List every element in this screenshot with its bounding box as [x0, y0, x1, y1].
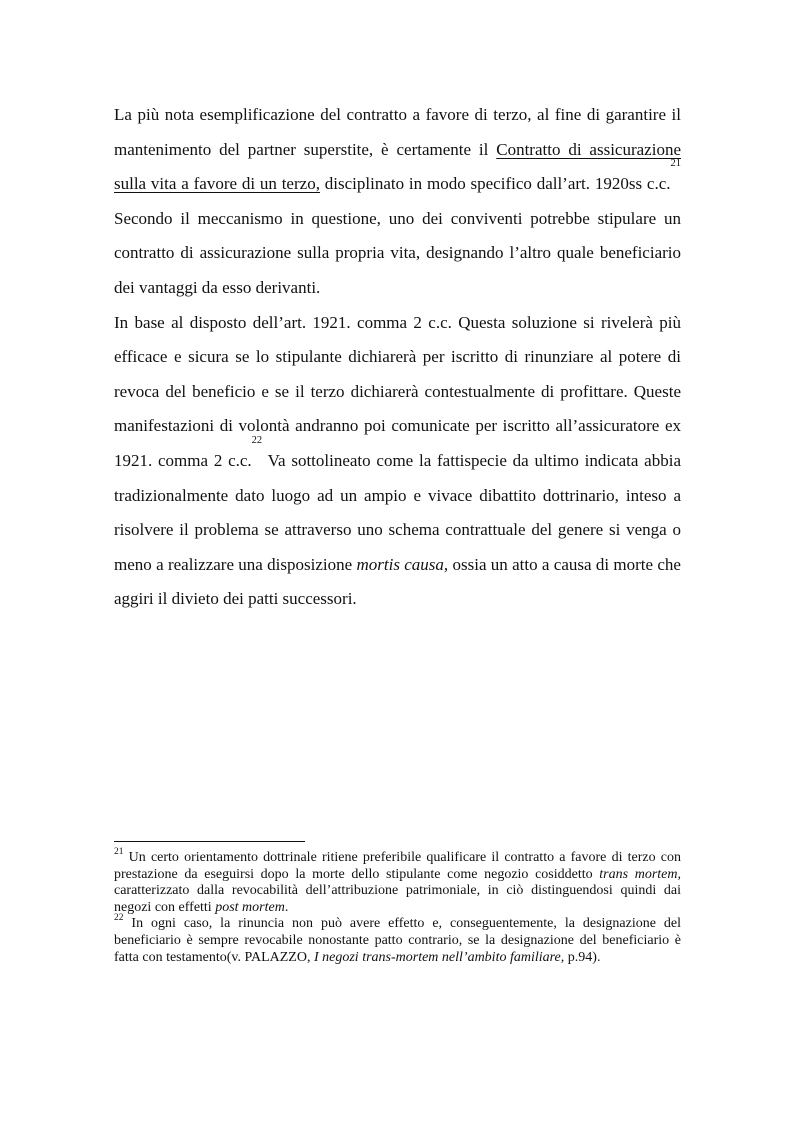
footnote-text: In ogni caso, la rinuncia non può avere effetto e, conseguentemente, la designazione del beneficiario è sempre revocabile nonostante patto contrario, se la designazione del beneficiario è fatta con testamento(v. PALAZZO, [114, 916, 681, 965]
paragraph-1-rest: Secondo il meccanismo in questione, uno dei conviventi potrebbe stipulare un contratto di assicurazione sulla propria vita, designando l’altro quale beneficiario dei vantaggi da esso derivanti. [114, 208, 681, 297]
paragraph-2-italic: mortis causa, [356, 554, 449, 574]
footnote-italic: trans mortem, [599, 866, 681, 882]
footnote-text: Un certo orientamento dottrinale ritiene preferibile qualificare il contratto a favore di terzo con prestazione da eseguirsi dopo la morte dello stipulante come negozio cosiddetto [114, 850, 681, 882]
footnote-number: 21 [114, 847, 124, 857]
footnote-21 [114, 847, 681, 916]
footnote-text: p.94). [564, 949, 601, 965]
footnote-italic: I negozi trans-mortem nell’ambito familiare, [313, 949, 565, 965]
footnote-22 [114, 913, 681, 966]
footnotes [114, 847, 681, 966]
paragraph-2 [114, 306, 681, 617]
paragraph-2-text-end: ossia un atto a causa di morte che aggiri il divieto dei patti successori. [114, 554, 681, 609]
paragraph-1 [114, 98, 681, 306]
main-text [114, 98, 681, 617]
footnote-text: caratterizzato dalla revocabilità dell’attribuzione patrimoniale, in ciò distinguendosi quindi dai negozi con effetti [114, 883, 681, 915]
footnote-ref-21[interactable]: 21 [670, 158, 681, 170]
footnote-number: 22 [114, 913, 124, 924]
footnote-ref-22[interactable]: 22 [251, 434, 263, 446]
footnote-text: . [284, 899, 289, 915]
paragraph-1-intro: La più nota esemplificazione del contratto a favore di terzo, al fine di garantire il mantenimento del partner superstite, è certamente il [114, 105, 681, 159]
paragraph-1-after-underline: disciplinato in modo specifico dall’art. 1920ss c.c. [319, 174, 671, 194]
underlined-term: Contratto di assicurazione sulla vita a favore di un terzo, [114, 139, 681, 194]
footnote-italic: post mortem [215, 899, 285, 915]
paragraph-2-text-a: In base al disposto dell’art. 1921. comma 2 c.c. Questa soluzione si rivelerà più efficace e sicura se lo stipulante dichiarerà per iscritto di rinunziare al potere di revoca del beneficio e se il terzo dichiarerà contestualmente di profittare. Queste manifestazioni di volontà andranno poi comunicate per iscritto all’assicuratore ex 1921. comma 2 c.c. [114, 312, 681, 470]
footnote-divider [114, 841, 305, 842]
paragraph-2-text-b: Va sottolineato come la fattispecie da ultimo indicata abbia tradizionalmente dato luogo ad un ampio e vivace dibattito dottrinario, inteso a risolvere il problema se attraverso uno schema contrattuale del genere si venga o meno a realizzare una disposizione [114, 450, 681, 574]
